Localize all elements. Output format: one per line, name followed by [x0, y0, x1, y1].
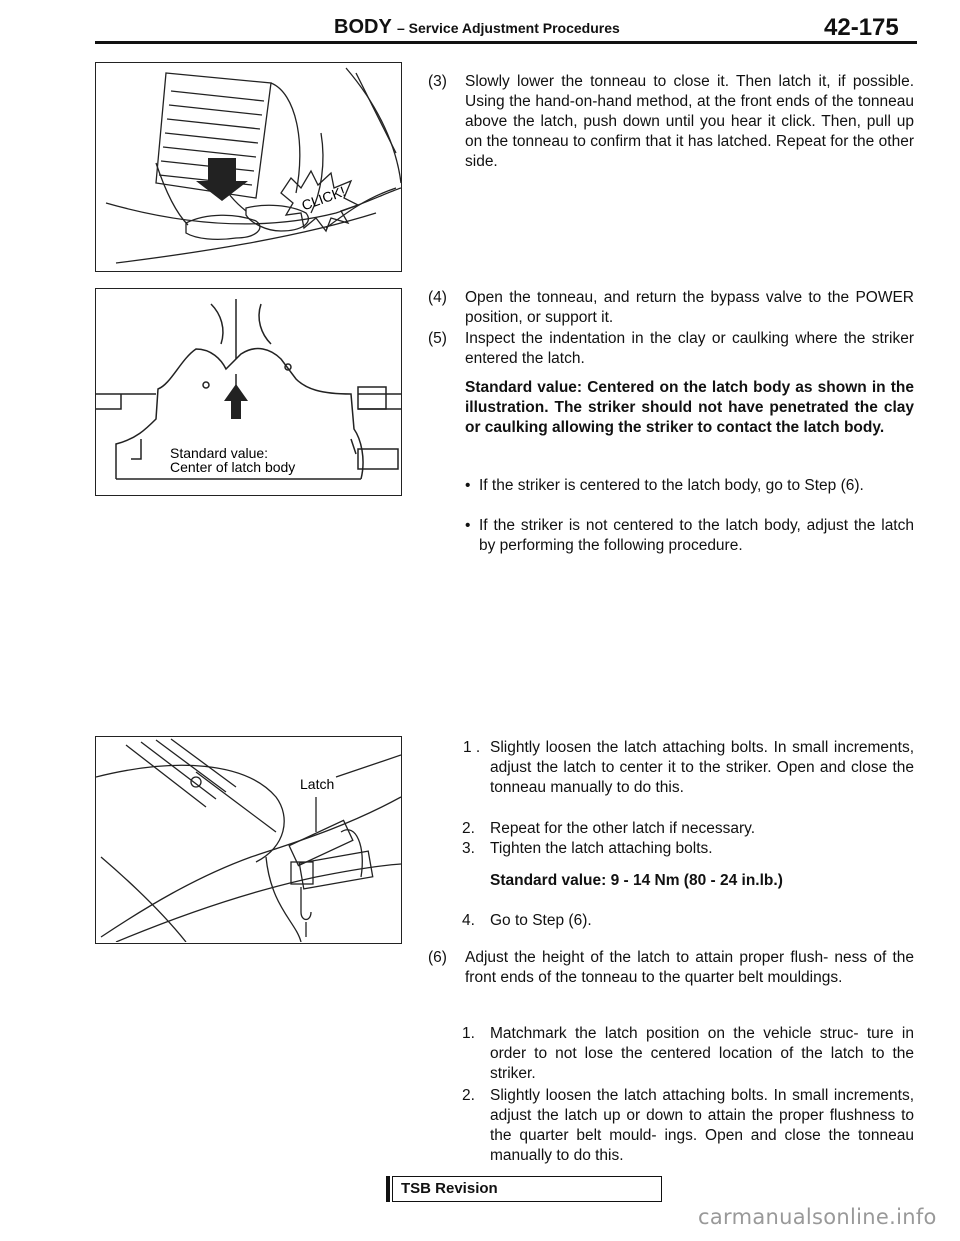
step-5-number: (5) — [428, 330, 447, 347]
latch-indentation-illustration — [96, 289, 401, 494]
standard-value-2-text: Standard value: 9 - 14 Nm (80 - 24 in.lb.) — [490, 872, 783, 889]
sub-step-a4 — [428, 911, 914, 931]
sub-step-text: Go to Step (6). — [490, 912, 592, 929]
sub-step-number: 3. — [462, 840, 475, 857]
step-5-text: Inspect the indentation in the clay or caulking where the striker entered the latch. — [465, 330, 914, 367]
bullet-dot: • — [465, 477, 471, 494]
step-6-number: (6) — [428, 949, 447, 966]
sub-step-number: 2. — [462, 820, 475, 837]
figure-standard-value — [95, 288, 402, 496]
standard-value-1-text: Standard value: Centered on the latch body as shown in the illustration. The striker should not have penetrated the clay or caulking allowing the striker to contact the latch body. — [465, 379, 914, 436]
sub-step-text: Slightly loosen the latch attaching bolts. In small increments, adjust the latch up or down to attain the proper flushness to the quarter belt mould- ings. Open and close the tonneau manually to do this. — [490, 1087, 914, 1164]
latch-label: Latch — [300, 776, 335, 792]
tsb-revision-label: TSB Revision — [401, 1180, 498, 1197]
step-6-text: Adjust the height of the latch to attain proper flush- ness of the front ends of the tonneau to the quarter belt mouldings. — [465, 949, 914, 986]
latch-illustration — [96, 737, 401, 942]
step-4-number: (4) — [428, 289, 447, 306]
standard-value-2 — [428, 871, 914, 891]
sub-step-number: 1. — [462, 1025, 475, 1042]
standard-value-label: Standard value: — [170, 445, 269, 461]
step-6 — [428, 948, 914, 988]
sub-step-b1 — [428, 1024, 914, 1084]
footer-bar — [386, 1176, 390, 1202]
figure-tonneau-close — [95, 62, 402, 272]
click-callout: CLICK! — [299, 182, 348, 214]
sub-step-b2 — [428, 1086, 914, 1166]
sub-step-a2 — [428, 819, 914, 839]
bullet-dot: • — [465, 517, 471, 534]
bullet-1-text: If the striker is centered to the latch body, go to Step (6). — [479, 477, 864, 494]
step-4-text: Open the tonneau, and return the bypass valve to the POWER position, or support it. — [465, 289, 914, 326]
step-3-number: (3) — [428, 73, 447, 90]
sub-step-number: 2. — [462, 1087, 475, 1104]
step-3 — [428, 72, 914, 172]
page-number: 42-175 — [824, 14, 899, 41]
sub-step-a3 — [428, 839, 914, 859]
bullet-2-text: If the striker is not centered to the latch body, adjust the latch by performing the following procedure. — [479, 517, 914, 554]
header-rule — [95, 41, 917, 44]
center-latch-label: Center of latch body — [170, 459, 296, 475]
standard-value-1 — [428, 378, 914, 438]
sub-step-a1 — [428, 738, 914, 798]
section-subtitle: – Service Adjustment Procedures — [396, 20, 620, 36]
bullet-1 — [428, 476, 914, 496]
sub-step-number: 4. — [462, 912, 475, 929]
tsb-revision-box — [392, 1176, 662, 1202]
sub-step-text: Matchmark the latch position on the vehicle struc- ture in order to not lose the centered location of the latch to the striker. — [490, 1025, 914, 1082]
step-4 — [428, 288, 914, 328]
page-title — [334, 16, 620, 39]
sub-step-number: 1 . — [463, 739, 481, 756]
sub-step-text: Tighten the latch attaching bolts. — [490, 840, 713, 857]
step-5 — [428, 329, 914, 369]
sub-step-text: Slightly loosen the latch attaching bolts. In small increments, adjust the latch to center it to the striker. Open and close the tonneau manually to do this. — [490, 739, 914, 796]
tonneau-close-illustration — [96, 63, 401, 270]
bullet-2 — [428, 516, 914, 556]
figure-latch — [95, 736, 402, 944]
section-title: BODY — [334, 16, 392, 38]
sub-step-text: Repeat for the other latch if necessary. — [490, 820, 756, 837]
step-3-text: Slowly lower the tonneau to close it. Then latch it, if possible. Using the hand-on-hand method, at the front ends of the tonneau above the latch, push down until you hear it click. Then, pull up on the tonneau to confirm that it has latched. Repeat for the other side. — [465, 73, 914, 170]
watermark: carmanualsonline.info — [698, 1205, 937, 1229]
